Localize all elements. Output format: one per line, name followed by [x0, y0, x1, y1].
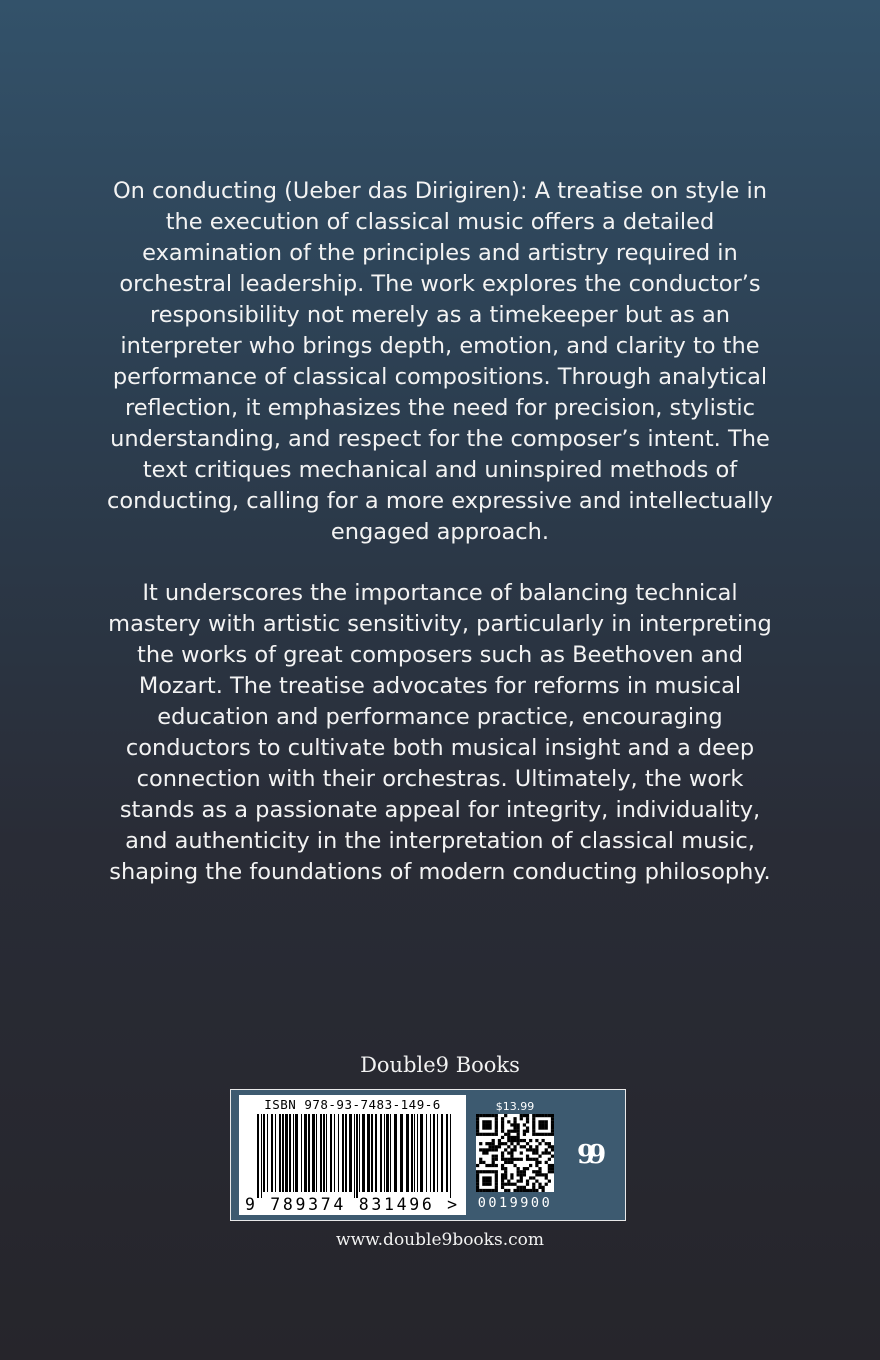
isbn-digits: 9 789374 831496 > [245, 1195, 460, 1214]
publisher-website: www.double9books.com [336, 1230, 544, 1250]
price-label: $13.99 [495, 1100, 535, 1113]
publisher-name: Double9 Books [360, 1053, 520, 1077]
back-cover-blurb [105, 176, 775, 918]
price-panel [472, 1095, 558, 1215]
price-code: 0019900 [477, 1195, 553, 1211]
isbn-barcode [239, 1095, 466, 1215]
isbn-label: ISBN 978-93-7483-149-6 [264, 1097, 441, 1112]
double9-logo: 99 [577, 1140, 600, 1170]
blurb-paragraph-1: On conducting (Ueber das Dirigiren): A treatise on style in the execution of classical music offers a detailed examination of the principles and artistry required in orchestral leadership. The work explores the conductor’s responsibility not merely as a timekeeper but as an interpreter who brings depth, emotion, and clarity to the performance of classical compositions. Through analytical reflection, it emphasizes the need for precision, stylistic understanding, and respect for the composer’s intent. The text critiques mechanical and uninspired methods of conducting, calling for a more expressive and intellectually engaged approach. [106, 178, 773, 545]
blurb-paragraph-2: It underscores the importance of balancing technical mastery with artistic sensitivity, particularly in interpreting the works of great composers such as Beethoven and Mozart. The treatise advocates for reforms in musical education and performance practice, encouraging conductors to cultivate both musical insight and a deep connection with their orchestras. Ultimately, the work stands as a passionate appeal for integrity, individuality, and authenticity in the interpretation of classical music, shaping the foundations of modern conducting philosophy. [108, 580, 772, 885]
qr-code [476, 1114, 554, 1192]
barcode-box [230, 1089, 626, 1221]
